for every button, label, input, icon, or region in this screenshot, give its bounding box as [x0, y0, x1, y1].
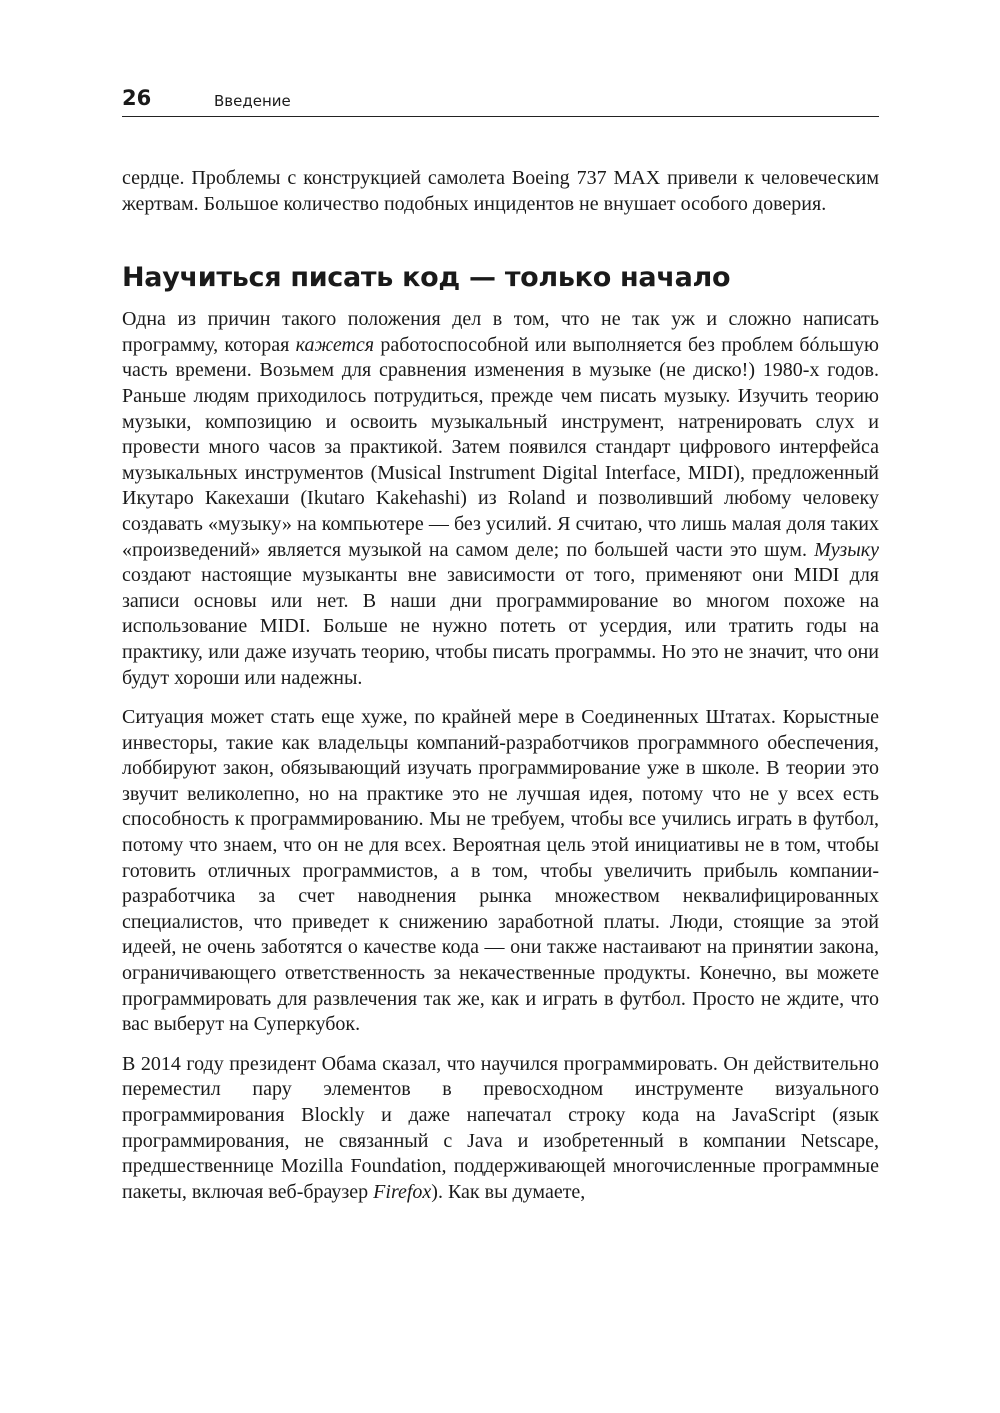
section-heading: Научиться писать код — только начало [122, 262, 731, 294]
running-head [122, 86, 879, 117]
text-run: ). Как вы думаете, [431, 1180, 586, 1203]
text-run: Одна из причин такого положения дел в том, что не так уж и сложно написать программу, которая [122, 308, 879, 356]
text-run: создают настоящие музыканты вне зависимости от того, применяют они MIDI для записи основы или нет. В наши дни программирование во многом похоже на использование MIDI. Больше не нужно потеть от усердия, или тратить годы на практику, или даже изучать теорию, чтобы писать программы. Но это не значит, что они будут хороши или надежны. [122, 564, 879, 689]
italic-emphasis: Музыку [814, 538, 879, 561]
text-run: В 2014 году президент Обама сказал, что научился программировать. Он действительно переместил пару элементов в превосходном инструменте визуального программирования Blockly и даже напечатал строку кода на JavaScript (язык программирования, не связанный с Java и изобретенный в компании Netscape, предшественнице Mozilla Foundation, поддерживающей многочисленные программные пакеты, включая веб-браузер [122, 1052, 879, 1203]
italic-emphasis: Firefox [373, 1180, 432, 1203]
page-content [122, 166, 879, 1205]
body-paragraph-3 [122, 1052, 879, 1206]
body-paragraph-1 [122, 307, 879, 691]
running-title: Введение [214, 92, 291, 110]
page-number: 26 [122, 86, 152, 110]
text-run: работоспособной или выполняется без проблем бóльшую часть времени. Возьмем для сравнения изменения в музыке (не диско!) 1980-х годов. Раньше людям приходилось потрудиться, прежде чем писать музыку. Изучить теорию музыки, композицию и освоить музыкальный инструмент, натренировать слух и провести много часов за практикой. Затем появился стандарт цифрового интерфейса музыкальных инструментов (Musical Instrument Digital Interface, MIDI), предложенный Икутаро Какехаши (Ikutaro Kakehashi) из Roland и позволивший любому человеку создавать «музыку» на компьютере — без усилий. Я считаю, что лишь малая доля таких «произведений» является музыкой на самом деле; по большей части это шум. [122, 333, 879, 561]
body-paragraph-2: Ситуация может стать еще хуже, по крайней мере в Соединенных Штатах. Корыстные инвесторы, такие как владельцы компаний-разработчиков программного обеспечения, лоббируют закон, обязывающий изучать программирование уже в школе. В теории это звучит великолепно, но на практике это не лучшая идея, потому что не у всех есть способность к программированию. Мы не требуем, чтобы все учились играть в футбол, потому что знаем, что он не для всех. Вероятная цель этой инициативы не в том, чтобы готовить отличных программистов, а в том, чтобы увеличить прибыль компании-разработчика за счет наводнения рынка множеством неквалифицированных специалистов, что приведет к снижению заработной платы. Люди, стоящие за этой идеей, не очень заботятся о качестве кода — они также настаивают на принятии закона, ограничивающего ответственность за некачественные продукты. Конечно, вы можете программировать для развлечения так же, как и играть в футбол. Просто не ждите, что вас выберут на Суперкубок. [122, 706, 879, 1036]
intro-paragraph: сердце. Проблемы с конструкцией самолета Boeing 737 MAX привели к человеческим жертвам. Большое количество подобных инцидентов не внушает особого доверия. [122, 167, 879, 215]
italic-emphasis: кажется [295, 333, 375, 356]
